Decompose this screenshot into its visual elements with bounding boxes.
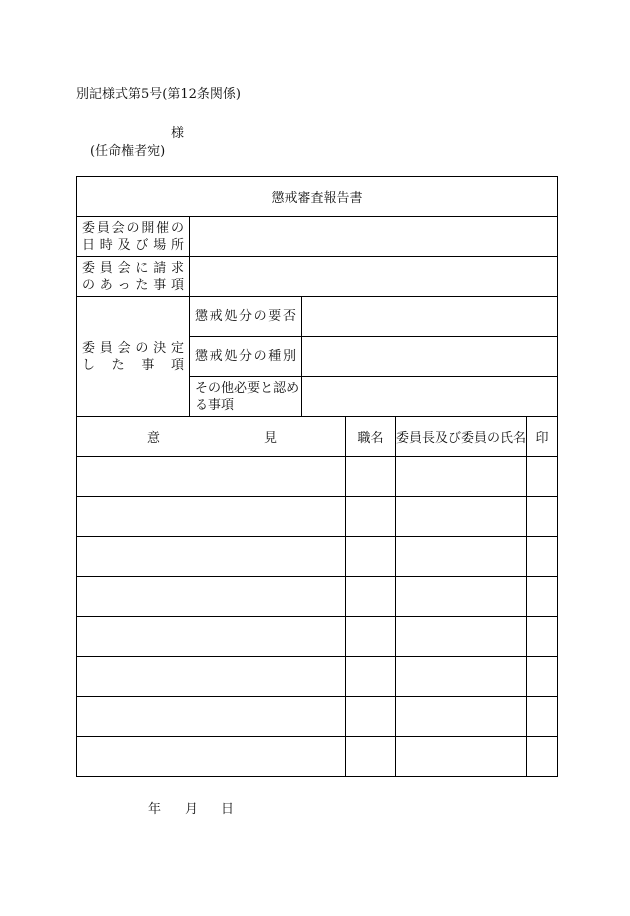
label-char: 要	[268, 309, 282, 324]
label-char: し	[82, 357, 96, 373]
label-char: 定	[170, 340, 184, 356]
seal-cell[interactable]	[527, 537, 557, 576]
opinion-cell[interactable]	[77, 497, 345, 536]
disciplinary-type-label	[190, 337, 301, 376]
label-char: 認	[273, 380, 287, 396]
disciplinary-type-field[interactable]	[302, 337, 557, 376]
label-line-2	[82, 357, 184, 374]
opinion-cell[interactable]	[77, 457, 345, 496]
disciplinary-necessity-label	[190, 297, 301, 336]
label-char: 項	[170, 277, 184, 293]
seal-header: 印	[535, 431, 549, 446]
label-char: 員	[99, 340, 113, 356]
seal-cell[interactable]	[527, 617, 557, 656]
label-char: と	[260, 380, 274, 396]
date-year-label: 年	[148, 802, 162, 817]
date-month-label: 月	[185, 802, 199, 817]
label-line-1	[195, 308, 296, 325]
label-char: 事	[141, 357, 155, 373]
label-char: 日	[82, 237, 96, 253]
label-char: 事	[153, 277, 167, 293]
label-char: っ	[117, 277, 131, 293]
label-char: の	[253, 349, 267, 364]
label-char: 処	[224, 349, 238, 364]
seal-cell[interactable]	[527, 737, 557, 776]
decided-matters-label	[77, 297, 189, 416]
label-char: 請	[153, 260, 167, 276]
name-cell[interactable]	[396, 617, 526, 656]
label-char: に	[135, 260, 149, 276]
label-char: 戒	[209, 309, 223, 324]
label-line-1	[82, 340, 184, 357]
position-cell[interactable]	[346, 657, 395, 696]
opinion-cell[interactable]	[77, 657, 345, 696]
label-char: 員	[99, 260, 113, 276]
name-cell[interactable]	[396, 737, 526, 776]
label-char: 催	[156, 220, 170, 236]
label-char: 場	[153, 237, 167, 253]
label-char: 別	[282, 349, 296, 364]
label-char: 懲	[195, 309, 209, 324]
seal-cell[interactable]	[527, 697, 557, 736]
label-char: の	[126, 220, 140, 236]
label-char: 分	[238, 309, 252, 324]
opinion-cell[interactable]	[77, 737, 345, 776]
label-line-2: る事項	[195, 397, 235, 413]
label-char: 委	[82, 260, 96, 276]
label-char: 他	[221, 380, 235, 396]
seal-cell[interactable]	[527, 657, 557, 696]
meeting-datetime-place-field[interactable]	[190, 217, 557, 256]
label-char: 会	[117, 340, 131, 356]
label-char: め	[286, 380, 300, 396]
date-day-label: 日	[221, 802, 235, 817]
meeting-datetime-place-label	[77, 217, 189, 256]
name-cell[interactable]	[396, 457, 526, 496]
committee-names-header: 委員長及び委員の氏名	[396, 431, 527, 446]
label-line-1	[82, 260, 184, 277]
label-char: 会	[117, 260, 131, 276]
label-char: 否	[282, 309, 296, 324]
label-char: 求	[170, 260, 184, 276]
label-char: 要	[247, 380, 261, 396]
label-char: 開	[141, 220, 155, 236]
label-char: の	[208, 380, 222, 396]
opinion-header	[77, 417, 345, 456]
table-border-right	[557, 176, 558, 777]
position-cell[interactable]	[346, 737, 395, 776]
table-border-bottom	[76, 776, 558, 777]
seal-cell[interactable]	[527, 577, 557, 616]
label-char: そ	[195, 380, 209, 396]
requested-matters-label	[77, 257, 189, 296]
label-char: び	[135, 237, 149, 253]
name-cell[interactable]	[396, 537, 526, 576]
label-char: た	[111, 357, 125, 373]
label-line-1	[195, 380, 300, 397]
opinion-cell[interactable]	[77, 537, 345, 576]
label-line-1	[82, 220, 184, 237]
label-char: 戒	[209, 349, 223, 364]
name-cell[interactable]	[396, 697, 526, 736]
position-cell[interactable]	[346, 697, 395, 736]
opinion-header-char-2: 見	[264, 431, 278, 446]
position-cell[interactable]	[346, 577, 395, 616]
label-char: 分	[238, 349, 252, 364]
addressee-note: (任命権者宛)	[90, 144, 166, 159]
opinion-header-char-1: 意	[147, 431, 161, 446]
label-char: 及	[117, 237, 131, 253]
opinion-cell[interactable]	[77, 577, 345, 616]
label-char: 会	[111, 220, 125, 236]
name-cell[interactable]	[396, 497, 526, 536]
label-char: あ	[99, 277, 113, 293]
label-char: 必	[234, 380, 248, 396]
name-cell[interactable]	[396, 657, 526, 696]
form-reference: 別記様式第5号(第12条関係)	[76, 87, 241, 102]
label-char: 委	[82, 340, 96, 356]
opinion-cell[interactable]	[77, 697, 345, 736]
label-char: 処	[224, 309, 238, 324]
label-char: の	[170, 220, 184, 236]
label-char: の	[135, 340, 149, 356]
position-header: 職名	[357, 431, 384, 446]
label-char: 員	[96, 220, 110, 236]
label-char: 項	[170, 357, 184, 373]
label-char: 懲	[195, 349, 209, 364]
name-cell[interactable]	[396, 577, 526, 616]
seal-cell[interactable]	[527, 457, 557, 496]
position-cell[interactable]	[346, 537, 395, 576]
form-title: 懲戒審査報告書	[271, 190, 363, 206]
opinion-cell[interactable]	[77, 617, 345, 656]
label-char: 時	[99, 237, 113, 253]
label-char: の	[82, 277, 96, 293]
label-line-2	[82, 277, 184, 294]
label-char: 委	[82, 220, 96, 236]
label-char: た	[135, 277, 149, 293]
disciplinary-necessity-field[interactable]	[302, 297, 557, 336]
position-cell[interactable]	[346, 457, 395, 496]
other-necessary-matters-label	[190, 377, 301, 416]
label-char: 所	[170, 237, 184, 253]
other-necessary-matters-field[interactable]	[302, 377, 557, 416]
addressee-suffix: 様	[171, 126, 185, 141]
label-char: 決	[153, 340, 167, 356]
label-char: の	[253, 309, 267, 324]
requested-matters-field[interactable]	[190, 257, 557, 296]
label-line-1	[195, 348, 296, 365]
seal-cell[interactable]	[527, 497, 557, 536]
position-cell[interactable]	[346, 497, 395, 536]
label-line-2	[82, 237, 184, 254]
position-cell[interactable]	[346, 617, 395, 656]
label-char: 種	[268, 349, 282, 364]
